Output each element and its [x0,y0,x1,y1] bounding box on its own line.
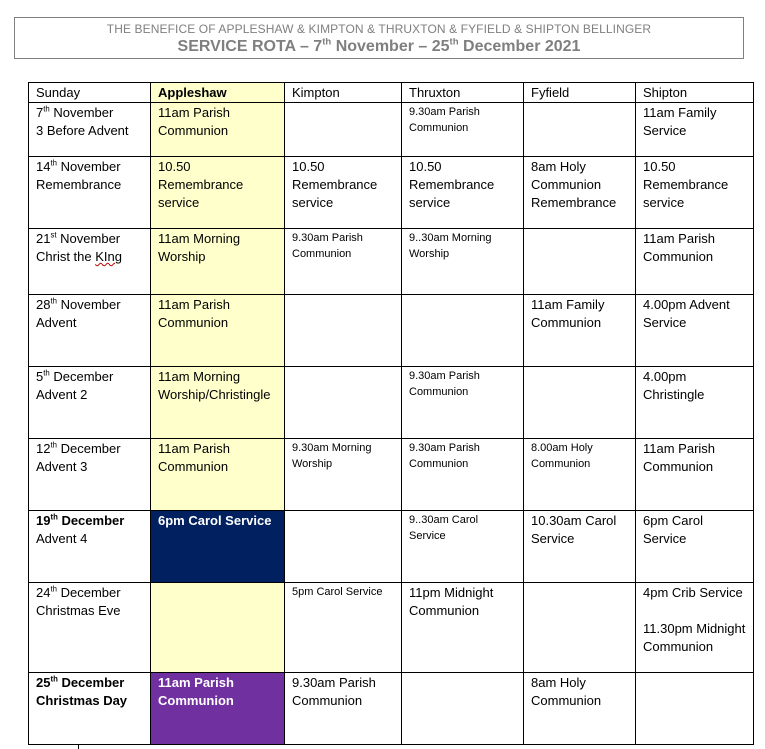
fyfield-cell [524,229,636,295]
shipton-cell [636,673,754,745]
column-header-appleshaw: Appleshaw [151,83,285,103]
kimpton-cell: 9.30am Morning Worship [285,439,402,511]
column-header-thruxton: Thruxton [402,83,524,103]
shipton-cell: 11am Parish Communion [636,229,754,295]
table-row [29,583,754,673]
kimpton-cell [285,511,402,583]
spellcheck-underlined-word: KIng [95,249,122,264]
table-row [29,229,754,295]
thruxton-cell: 9..30am Carol Service [402,511,524,583]
column-header-sunday: Sunday [29,83,151,103]
thruxton-cell: 10.50 Remembrance service [402,157,524,229]
date-cell: 7th November 3 Before Advent [29,103,151,157]
fyfield-cell: 8.00am Holy Communion [524,439,636,511]
kimpton-cell: 9.30am Parish Communion [285,229,402,295]
kimpton-cell [285,103,402,157]
date-cell: 28th November Advent [29,295,151,367]
appleshaw-cell: 10.50 Remembrance service [151,157,285,229]
fyfield-cell: 11am Family Communion [524,295,636,367]
kimpton-cell [285,367,402,439]
fyfield-cell: 8am Holy Communion Remembrance [524,157,636,229]
kimpton-cell: 9.30am Parish Communion [285,673,402,745]
kimpton-cell: 5pm Carol Service [285,583,402,673]
appleshaw-cell: 11am Parish Communion [151,439,285,511]
benefice-name: THE BENEFICE OF APPLESHAW & KIMPTON & THRUXTON & FYFIELD & SHIPTON BELLINGER [106,22,652,36]
table-row [29,367,754,439]
column-header-shipton: Shipton [636,83,754,103]
date-cell: 12th December Advent 3 [29,439,151,511]
document-header [14,17,744,59]
kimpton-cell [285,295,402,367]
table-row [29,103,754,157]
appleshaw-cell: 11am Parish Communion [151,295,285,367]
column-header-kimpton: Kimpton [285,83,402,103]
service-rota-table [28,82,754,745]
shipton-cell: 11am Parish Communion [636,439,754,511]
shipton-cell: 4pm Crib Service 11.30pm Midnight Communion [636,583,754,673]
appleshaw-cell-christmas-highlight: 11am Parish Communion [151,673,285,745]
fyfield-cell [524,367,636,439]
shipton-cell: 6pm Carol Service [636,511,754,583]
date-cell: 25th December Christmas Day [29,673,151,745]
text-cursor-mark [78,744,79,749]
appleshaw-cell: 11am Morning Worship/Christingle [151,367,285,439]
thruxton-cell: 9..30am Morning Worship [402,229,524,295]
fyfield-cell: 8am Holy Communion [524,673,636,745]
rota-title: SERVICE ROTA – 7th November – 25th December 2021 [177,36,581,55]
thruxton-cell: 9.30am Parish Communion [402,367,524,439]
date-cell: 19th December Advent 4 [29,511,151,583]
table-row [29,511,754,583]
table-row [29,295,754,367]
fyfield-cell [524,583,636,673]
fyfield-cell [524,103,636,157]
thruxton-cell [402,295,524,367]
date-cell: 21st November Christ the KIng [29,229,151,295]
shipton-cell: 11am Family Service [636,103,754,157]
shipton-cell: 4.00pm Christingle [636,367,754,439]
fyfield-cell: 10.30am Carol Service [524,511,636,583]
thruxton-cell: 9.30am Parish Communion [402,103,524,157]
appleshaw-cell: 11am Parish Communion [151,103,285,157]
thruxton-cell [402,673,524,745]
date-cell: 5th December Advent 2 [29,367,151,439]
table-row [29,673,754,745]
appleshaw-cell [151,583,285,673]
appleshaw-cell: 11am Morning Worship [151,229,285,295]
shipton-cell: 4.00pm Advent Service [636,295,754,367]
column-header-fyfield: Fyfield [524,83,636,103]
table-header-row [29,83,754,103]
thruxton-cell: 11pm Midnight Communion [402,583,524,673]
appleshaw-cell-carol-highlight: 6pm Carol Service [151,511,285,583]
shipton-cell: 10.50 Remembrance service [636,157,754,229]
kimpton-cell: 10.50 Remembrance service [285,157,402,229]
date-cell: 14th November Remembrance [29,157,151,229]
thruxton-cell: 9.30am Parish Communion [402,439,524,511]
date-cell: 24th December Christmas Eve [29,583,151,673]
table-row [29,439,754,511]
table-row [29,157,754,229]
